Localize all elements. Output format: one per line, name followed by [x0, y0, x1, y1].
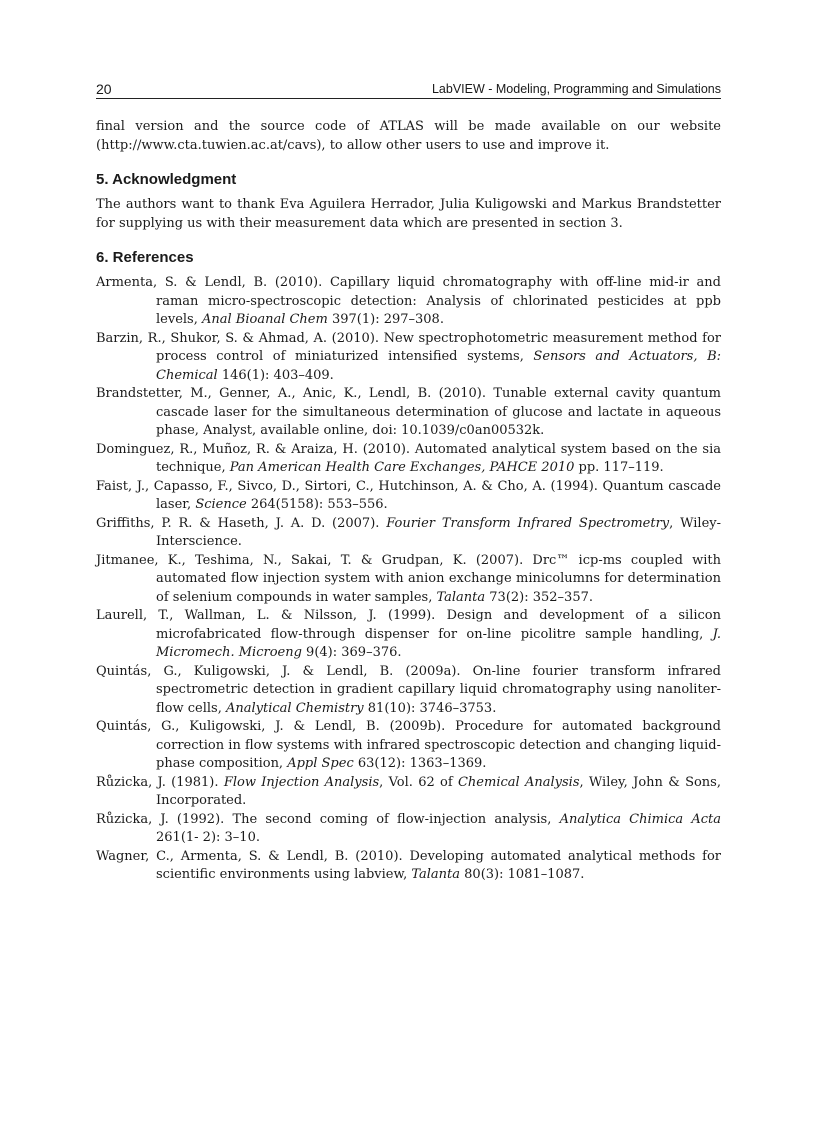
- reference-item: Barzin, R., Shukor, S. & Ahmad, A. (2010). New spectrophotometric measurement method for process control of miniaturized intensified systems, Sensors and Actuators, B: Chemical 146(1): 403–409.: [96, 330, 722, 383]
- acknowledgment-heading: 5. Acknowledgment: [96, 171, 237, 188]
- reference-item: Quintás, G., Kuligowski, J. & Lendl, B. (2009a). On-line fourier transform infrared spectrometric detection in gradient capillary liquid chromatography using nanoliter-flow cells, Analytical Chemistry 81(10): 3746–3753.: [96, 663, 721, 716]
- references-heading: 6. References: [96, 249, 194, 266]
- reference-item: Griffiths, P. R. & Haseth, J. A. D. (2007). Fourier Transform Infrared Spectrometry, Wiley-Interscience.: [96, 515, 721, 549]
- reference-item: Laurell, T., Wallman, L. & Nilsson, J. (1999). Design and development of a silicon microfabricated flow-through dispenser for on-line picolitre sample handling, J. Micromech. Microeng 9(4): 369–376.: [96, 608, 721, 660]
- reference-item: Armenta, S. & Lendl, B. (2010). Capillary liquid chromatography with off-line mid-ir and raman micro-spectroscopic detection: Analysis of chlorinated pesticides at ppb levels, Anal Bioanal Chem 397(1): 297–308.: [96, 275, 721, 327]
- reference-item: Jitmanee, K., Teshima, N., Sakai, T. & Grudpan, K. (2007). Drc™ icp-ms coupled with automated flow injection system with anion exchange minicolumns for determination of selenium compounds in water samples, Talanta 73(2): 352–357.: [96, 552, 721, 605]
- intro-paragraph: final version and the source code of ATLAS will be made available on our website (http://www.cta.tuwien.ac.at/cavs), to allow other users to use and improve it.: [96, 119, 721, 153]
- page-header: [96, 80, 721, 99]
- references-list: [96, 274, 721, 885]
- acknowledgment-paragraph: The authors want to thank Eva Aguilera Herrador, Julia Kuligowski and Markus Brandstetter for supplying us with their measurement data which are presented in section 3.: [96, 197, 721, 231]
- page: [96, 80, 721, 885]
- reference-item: Wagner, C., Armenta, S. & Lendl, B. (2010). Developing automated analytical methods for scientific environments using labview, Talanta 80(3): 1081–1087.: [96, 848, 721, 882]
- reference-item: Quintás, G., Kuligowski, J. & Lendl, B. (2009b). Procedure for automated background correction in flow systems with infrared spectroscopic detection and changing liquid-phase composition, Appl Spec 63(12): 1363–1369.: [96, 719, 721, 771]
- reference-item: Brandstetter, M., Genner, A., Anic, K., Lendl, B. (2010). Tunable external cavity quantum cascade laser for the simultaneous determination of glucose and lactate in aqueous phase, Analyst, available online, doi: 10.1039/c0an00532k.: [96, 386, 721, 438]
- running-title: LabVIEW - Modeling, Programming and Simulations: [431, 82, 721, 96]
- reference-item: Faist, J., Capasso, F., Sivco, D., Sirtori, C., Hutchinson, A. & Cho, A. (1994). Quantum cascade laser, Science 264(5158): 553–556.: [96, 478, 721, 512]
- reference-item: Růzicka, J. (1992). The second coming of flow-injection analysis, Analytica Chimica Acta 261(1- 2): 3–10.: [96, 811, 721, 845]
- reference-item: Růzicka, J. (1981). Flow Injection Analysis, Vol. 62 of Chemical Analysis, Wiley, John & Sons, Incorporated.: [96, 774, 721, 808]
- page-number: 20: [96, 81, 112, 97]
- reference-item: Dominguez, R., Muñoz, R. & Araiza, H. (2010). Automated analytical system based on the sia technique, Pan American Health Care Exchanges, PAHCE 2010 pp. 117–119.: [96, 441, 721, 475]
